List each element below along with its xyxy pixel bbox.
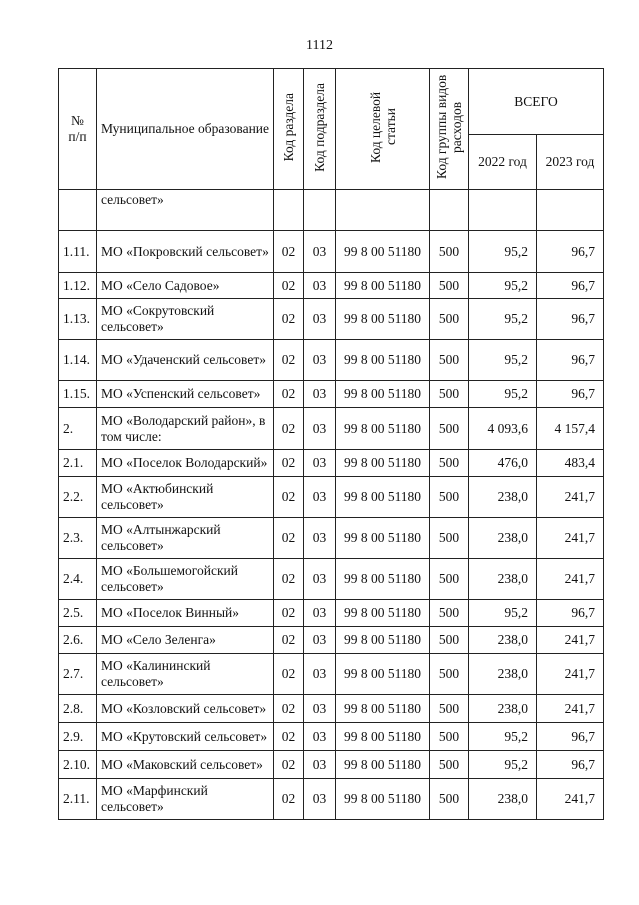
row-section-code: 02 [274, 231, 304, 273]
table-row [59, 340, 604, 381]
row-section-code: 02 [274, 600, 304, 627]
header-year-2023: 2023 год [537, 135, 604, 190]
row-section-code: 02 [274, 381, 304, 408]
continuation-name: сельсовет» [97, 190, 274, 231]
row-expense-group: 500 [430, 518, 469, 559]
row-subsection-code: 03 [304, 654, 336, 695]
row-value-2023: 241,7 [537, 559, 604, 600]
row-expense-group: 500 [430, 231, 469, 273]
row-number: 2.7. [59, 654, 97, 695]
row-subsection-code: 03 [304, 559, 336, 600]
row-expense-group: 500 [430, 654, 469, 695]
row-target-code: 99 8 00 51180 [336, 299, 430, 340]
row-target-code: 99 8 00 51180 [336, 695, 430, 723]
row-municipality: МО «Большемогойский сельсовет» [97, 559, 274, 600]
table-row [59, 559, 604, 600]
row-municipality: МО «Покровский сельсовет» [97, 231, 274, 273]
header-total: ВСЕГО [469, 69, 604, 135]
row-value-2023: 96,7 [537, 751, 604, 779]
table-row [59, 600, 604, 627]
table-row [59, 477, 604, 518]
row-municipality: МО «Успенский сельсовет» [97, 381, 274, 408]
row-target-code: 99 8 00 51180 [336, 450, 430, 477]
row-expense-group: 500 [430, 751, 469, 779]
row-subsection-code: 03 [304, 408, 336, 450]
row-value-2023: 241,7 [537, 477, 604, 518]
row-value-2023: 96,7 [537, 273, 604, 299]
row-municipality: МО «Марфинский сельсовет» [97, 779, 274, 820]
row-subsection-code: 03 [304, 340, 336, 381]
row-number: 1.12. [59, 273, 97, 299]
table-row [59, 231, 604, 273]
row-section-code: 02 [274, 340, 304, 381]
row-expense-group: 500 [430, 600, 469, 627]
row-expense-group: 500 [430, 559, 469, 600]
row-subsection-code: 03 [304, 477, 336, 518]
row-expense-group: 500 [430, 695, 469, 723]
row-value-2023: 241,7 [537, 518, 604, 559]
row-target-code: 99 8 00 51180 [336, 408, 430, 450]
row-number: 2.2. [59, 477, 97, 518]
page-number: 1112 [306, 38, 333, 53]
row-value-2022: 95,2 [469, 600, 537, 627]
row-target-code: 99 8 00 51180 [336, 340, 430, 381]
row-section-code: 02 [274, 299, 304, 340]
row-number: 2.8. [59, 695, 97, 723]
row-section-code: 02 [274, 450, 304, 477]
row-value-2022: 95,2 [469, 231, 537, 273]
row-subsection-code: 03 [304, 273, 336, 299]
row-value-2023: 241,7 [537, 779, 604, 820]
row-expense-group: 500 [430, 477, 469, 518]
row-value-2023: 96,7 [537, 723, 604, 751]
row-value-2023: 96,7 [537, 600, 604, 627]
continuation-row [59, 190, 604, 231]
row-value-2022: 95,2 [469, 751, 537, 779]
row-value-2023: 96,7 [537, 381, 604, 408]
table-row [59, 779, 604, 820]
row-expense-group: 500 [430, 723, 469, 751]
row-section-code: 02 [274, 779, 304, 820]
table-row [59, 450, 604, 477]
row-expense-group: 500 [430, 779, 469, 820]
row-value-2022: 238,0 [469, 779, 537, 820]
row-value-2023: 241,7 [537, 627, 604, 654]
row-target-code: 99 8 00 51180 [336, 477, 430, 518]
row-municipality: МО «Алтынжарский сельсовет» [97, 518, 274, 559]
row-expense-group: 500 [430, 299, 469, 340]
header-subsection: Код подраздела [304, 69, 336, 190]
row-target-code: 99 8 00 51180 [336, 231, 430, 273]
row-municipality: МО «Село Садовое» [97, 273, 274, 299]
row-municipality: МО «Сокрутовский сельсовет» [97, 299, 274, 340]
row-number: 2.5. [59, 600, 97, 627]
row-subsection-code: 03 [304, 695, 336, 723]
row-section-code: 02 [274, 477, 304, 518]
table-row [59, 518, 604, 559]
row-section-code: 02 [274, 518, 304, 559]
row-subsection-code: 03 [304, 600, 336, 627]
row-section-code: 02 [274, 695, 304, 723]
row-number: 2.11. [59, 779, 97, 820]
row-value-2022: 95,2 [469, 299, 537, 340]
row-municipality: МО «Калининский сельсовет» [97, 654, 274, 695]
row-value-2023: 96,7 [537, 299, 604, 340]
row-target-code: 99 8 00 51180 [336, 559, 430, 600]
row-value-2022: 4 093,6 [469, 408, 537, 450]
row-municipality: МО «Маковский сельсовет» [97, 751, 274, 779]
table-row [59, 408, 604, 450]
table-row [59, 627, 604, 654]
header-expense-group: Код группы видов расходов [430, 69, 469, 190]
table-row [59, 299, 604, 340]
row-number: 2.1. [59, 450, 97, 477]
table-row [59, 695, 604, 723]
row-value-2022: 238,0 [469, 477, 537, 518]
row-value-2022: 238,0 [469, 654, 537, 695]
row-subsection-code: 03 [304, 723, 336, 751]
row-value-2022: 238,0 [469, 627, 537, 654]
row-expense-group: 500 [430, 340, 469, 381]
row-target-code: 99 8 00 51180 [336, 627, 430, 654]
row-value-2022: 95,2 [469, 723, 537, 751]
row-municipality: МО «Володарский район», в том числе: [97, 408, 274, 450]
header-year-2022: 2022 год [469, 135, 537, 190]
row-target-code: 99 8 00 51180 [336, 723, 430, 751]
row-number: 2.6. [59, 627, 97, 654]
row-section-code: 02 [274, 751, 304, 779]
row-section-code: 02 [274, 273, 304, 299]
row-value-2022: 238,0 [469, 518, 537, 559]
row-expense-group: 500 [430, 450, 469, 477]
row-subsection-code: 03 [304, 518, 336, 559]
header-section: Код раздела [274, 69, 304, 190]
row-value-2022: 95,2 [469, 340, 537, 381]
row-section-code: 02 [274, 627, 304, 654]
header-target: Код целевой статьи [336, 69, 430, 190]
row-value-2023: 241,7 [537, 695, 604, 723]
row-target-code: 99 8 00 51180 [336, 654, 430, 695]
row-expense-group: 500 [430, 408, 469, 450]
row-number: 2.4. [59, 559, 97, 600]
row-target-code: 99 8 00 51180 [336, 779, 430, 820]
table-row [59, 273, 604, 299]
row-municipality: МО «Крутовский сельсовет» [97, 723, 274, 751]
row-number: 2.9. [59, 723, 97, 751]
row-municipality: МО «Поселок Володарский» [97, 450, 274, 477]
row-section-code: 02 [274, 559, 304, 600]
row-value-2022: 95,2 [469, 381, 537, 408]
table-row [59, 654, 604, 695]
row-section-code: 02 [274, 654, 304, 695]
header-num: № п/п [59, 69, 97, 190]
row-expense-group: 500 [430, 273, 469, 299]
row-number: 2. [59, 408, 97, 450]
table-row [59, 751, 604, 779]
row-number: 1.11. [59, 231, 97, 273]
row-target-code: 99 8 00 51180 [336, 273, 430, 299]
row-number: 1.15. [59, 381, 97, 408]
row-value-2022: 238,0 [469, 559, 537, 600]
row-value-2023: 483,4 [537, 450, 604, 477]
row-section-code: 02 [274, 408, 304, 450]
table-row [59, 381, 604, 408]
row-value-2023: 241,7 [537, 654, 604, 695]
row-value-2022: 238,0 [469, 695, 537, 723]
row-municipality: МО «Поселок Винный» [97, 600, 274, 627]
header-municipality: Муниципальное образование [97, 69, 274, 190]
row-value-2023: 96,7 [537, 340, 604, 381]
row-municipality: МО «Актюбинский сельсовет» [97, 477, 274, 518]
table-row [59, 723, 604, 751]
row-number: 2.3. [59, 518, 97, 559]
row-municipality: МО «Удаченский сельсовет» [97, 340, 274, 381]
row-subsection-code: 03 [304, 751, 336, 779]
row-value-2022: 476,0 [469, 450, 537, 477]
row-number: 2.10. [59, 751, 97, 779]
row-subsection-code: 03 [304, 231, 336, 273]
row-section-code: 02 [274, 723, 304, 751]
row-subsection-code: 03 [304, 779, 336, 820]
row-subsection-code: 03 [304, 450, 336, 477]
row-value-2023: 4 157,4 [537, 408, 604, 450]
row-subsection-code: 03 [304, 299, 336, 340]
row-expense-group: 500 [430, 627, 469, 654]
row-value-2022: 95,2 [469, 273, 537, 299]
row-municipality: МО «Село Зеленга» [97, 627, 274, 654]
row-number: 1.13. [59, 299, 97, 340]
row-subsection-code: 03 [304, 381, 336, 408]
row-subsection-code: 03 [304, 627, 336, 654]
budget-table [58, 68, 604, 820]
row-target-code: 99 8 00 51180 [336, 751, 430, 779]
row-target-code: 99 8 00 51180 [336, 381, 430, 408]
row-target-code: 99 8 00 51180 [336, 600, 430, 627]
row-value-2023: 96,7 [537, 231, 604, 273]
row-municipality: МО «Козловский сельсовет» [97, 695, 274, 723]
row-number: 1.14. [59, 340, 97, 381]
row-target-code: 99 8 00 51180 [336, 518, 430, 559]
row-expense-group: 500 [430, 381, 469, 408]
